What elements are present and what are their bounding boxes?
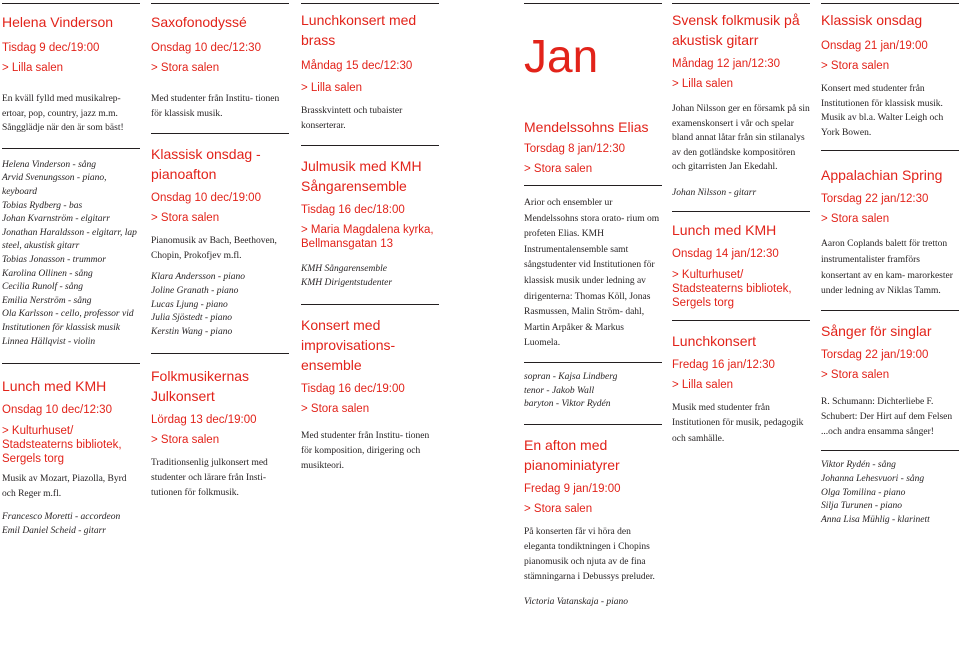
event-description: Pianomusik av Bach, Beethoven, Chopin, Prokofjev m.fl. xyxy=(151,236,277,261)
event-description: Med studenter från Institu- tionen för komposition, dirigering och musikteori. xyxy=(301,431,430,471)
event-title: Lunch med KMH xyxy=(2,378,107,395)
divider xyxy=(821,150,959,151)
column-2 xyxy=(151,0,289,500)
event-title: Klassisk onsdag xyxy=(821,12,923,28)
divider xyxy=(524,362,662,363)
month-heading: Jan xyxy=(524,30,599,82)
event-description: Musik med studenter från Institutionen för musik, pedagogik och samhälle. xyxy=(672,402,804,444)
event-title: Svensk folkmusik på akustisk gitarr xyxy=(672,12,800,48)
event-title: Julmusik med KMH Sångarensemble xyxy=(301,158,422,195)
event-description: Johan Nilsson ger en församk på sin examenskonsert i vår och spelar bland annat låtar från sin stilanalys av den gotländske kompositören och gitarristen Jan Ekedahl. xyxy=(672,104,810,173)
event-title: Helena Vinderson xyxy=(2,14,114,30)
event-credits: sopran - Kajsa Lindberg tenor - Jakob Wall baryton - Viktor Rydén xyxy=(524,371,618,410)
event-date: Fredag 16 jan/12:30 xyxy=(672,358,775,371)
column-top-rule xyxy=(821,3,959,4)
event-description: Med studenter från Institu- tionen för klassisk musik. xyxy=(151,94,280,119)
column-6 xyxy=(821,0,959,527)
event-date: Torsdag 8 jan/12:30 xyxy=(524,143,626,155)
event-date: Tisdag 9 dec/19:00 xyxy=(2,42,100,54)
event-date: Fredag 9 jan/19:00 xyxy=(524,482,621,495)
divider xyxy=(151,353,289,354)
column-top-rule xyxy=(151,3,289,4)
event-title: Konsert med improvisations- ensemble xyxy=(301,317,396,374)
column-top-rule xyxy=(301,3,439,4)
event-title: Sånger för singlar xyxy=(821,322,932,339)
event-title: Folkmusikernas Julkonsert xyxy=(151,368,250,405)
divider xyxy=(524,185,662,186)
event-description: En kväll fylld med musikalrep- ertoar, pop, country, jazz m.m. Sångglädje när den är som bäst! xyxy=(2,94,124,134)
divider xyxy=(2,363,140,364)
event-credits: Francesco Moretti - accordeon Emil Daniel Scheid - gitarr xyxy=(2,512,121,536)
event-date: Onsdag 14 jan/12:30 xyxy=(672,247,779,260)
event-venue[interactable]: > Stora salen xyxy=(301,403,370,416)
event-credits: Victoria Vatanskaja - piano xyxy=(524,596,629,607)
column-top-rule xyxy=(524,3,662,4)
event-title: Lunch med KMH xyxy=(672,221,777,238)
event-date: Onsdag 10 dec/12:30 xyxy=(2,404,112,417)
event-date: Onsdag 10 dec/19:00 xyxy=(151,192,261,205)
event-venue[interactable]: > Kulturhuset/ Stadsteaterns bibliotek, Sergels torg xyxy=(672,268,792,309)
event-title: Lunchkonsert xyxy=(672,332,757,349)
event-credits: Helena Vinderson - sång Arvid Svenungsson - piano, keyboard Tobias Rydberg - bas Johan Kvarnström - elgitarr Jonathan Haraldsson - elgitarr, lap steel, akustisk gitarr Tobias Jonasson - trummor Karolina Ollinen - sång Cecilia Runolf - sång Emilia Nerström - sång Ola Karlsson - cello, professor vid Institutionen för klassisk musik Linnea Hällqvist - violin xyxy=(2,159,137,347)
event-venue[interactable]: > Stora salen xyxy=(821,60,890,72)
event-venue[interactable]: > Lilla salen xyxy=(301,82,363,94)
event-date: Tisdag 16 dec/18:00 xyxy=(301,204,405,217)
event-venue[interactable]: > Stora salen xyxy=(151,62,220,74)
column-top-rule xyxy=(2,3,140,4)
event-date: Torsdag 22 jan/19:00 xyxy=(821,348,929,361)
event-credits: KMH Sångarensemble KMH Dirigentstudenter xyxy=(301,264,393,288)
event-credits: Johan Nilsson - gitarr xyxy=(672,187,757,198)
event-credits: Viktor Rydén - sång Johanna Lehesvuori - sång Olga Tomilina - piano Silja Turunen - piano Anna Lisa Mühlig - klarinett xyxy=(821,460,930,525)
event-description: Konsert med studenter från Institutionen för klassisk musik. Musik av bl.a. Walter Leigh och York Bowen. xyxy=(821,84,944,138)
event-venue[interactable]: > Stora salen xyxy=(151,212,220,225)
event-title: Mendelssohns Elias xyxy=(524,119,649,135)
event-venue[interactable]: > Kulturhuset/ Stadsteaterns bibliotek, Sergels torg xyxy=(2,425,122,466)
event-title: Appalachian Spring xyxy=(821,167,943,184)
event-date: Måndag 12 jan/12:30 xyxy=(672,58,781,70)
event-venue[interactable]: > Lilla salen xyxy=(672,78,734,90)
event-venue[interactable]: > Lilla salen xyxy=(2,62,64,74)
event-credits: Klara Andersson - piano Joline Granath - piano Lucas Ljung - piano Julia Sjöstedt - piano Kerstin Wang - piano xyxy=(151,272,246,337)
column-1 xyxy=(2,0,140,538)
column-5 xyxy=(672,0,810,447)
divider xyxy=(301,145,439,146)
event-description: Arior och ensembler ur Mendelssohns stora orato- rium om profeten Elias. KMH Instrumentalensemble samt sångstudenter vid Institutionen för klassisk musik under ledning av dirigenterna: Thomas Köll, Jonas Rasmussen, Malin Ström- dahl, Martin Arpåker & Markus Luomela. xyxy=(524,198,660,349)
event-description: Traditionsenlig julkonsert med studenter och lärare från Insti- tutionen för folkmusik. xyxy=(151,458,268,498)
divider xyxy=(151,133,289,134)
event-venue[interactable]: > Lilla salen xyxy=(672,378,734,391)
event-venue[interactable]: > Stora salen xyxy=(524,163,593,175)
event-description: R. Schumann: Dichterliebe F. Schubert: Der Hirt auf dem Felsen ...och andra ensamma sånger! xyxy=(821,396,953,438)
divider xyxy=(672,211,810,212)
divider xyxy=(821,450,959,451)
divider xyxy=(301,304,439,305)
event-title: Lunchkonsert med brass xyxy=(301,12,417,48)
event-venue[interactable]: > Stora salen xyxy=(821,213,890,226)
event-description: Musik av Mozart, Piazolla, Byrd och Reger m.fl. xyxy=(2,474,127,499)
event-venue[interactable]: > Stora salen xyxy=(821,368,890,381)
column-4-content xyxy=(524,117,662,609)
event-venue[interactable]: > Stora salen xyxy=(524,502,593,515)
event-date: Onsdag 21 jan/19:00 xyxy=(821,40,928,52)
divider xyxy=(2,148,140,149)
event-venue[interactable]: > Stora salen xyxy=(151,434,220,447)
event-title: Klassisk onsdag - pianoafton xyxy=(151,146,261,183)
event-date: Torsdag 22 jan/12:30 xyxy=(821,193,929,206)
divider xyxy=(672,320,810,321)
event-title: En afton med pianominiatyrer xyxy=(524,436,620,473)
column-top-rule xyxy=(672,3,810,4)
event-title: Saxofonodyssé xyxy=(151,14,247,30)
event-date: Lördag 13 dec/19:00 xyxy=(151,414,257,427)
column-3 xyxy=(301,0,439,473)
event-date: Onsdag 10 dec/12:30 xyxy=(151,42,261,54)
event-date: Måndag 15 dec/12:30 xyxy=(301,60,413,72)
event-venue[interactable]: > Maria Magdalena kyrka, Bellmansgatan 13 xyxy=(301,224,434,251)
event-description: Aaron Coplands balett för tretton instrumentalister framförs konsertant av en kam- marorkester under ledning av Niklas Tamm. xyxy=(821,239,953,297)
divider xyxy=(524,424,662,425)
event-description: Brasskvintett och tubaister konserterar. xyxy=(301,106,403,131)
event-description: På konserten får vi höra den eleganta tondiktningen i Chopins pianomusik och njuta av de fina stämningarna i Debussys preluder. xyxy=(524,526,655,583)
event-date: Tisdag 16 dec/19:00 xyxy=(301,383,405,396)
divider xyxy=(821,310,959,311)
